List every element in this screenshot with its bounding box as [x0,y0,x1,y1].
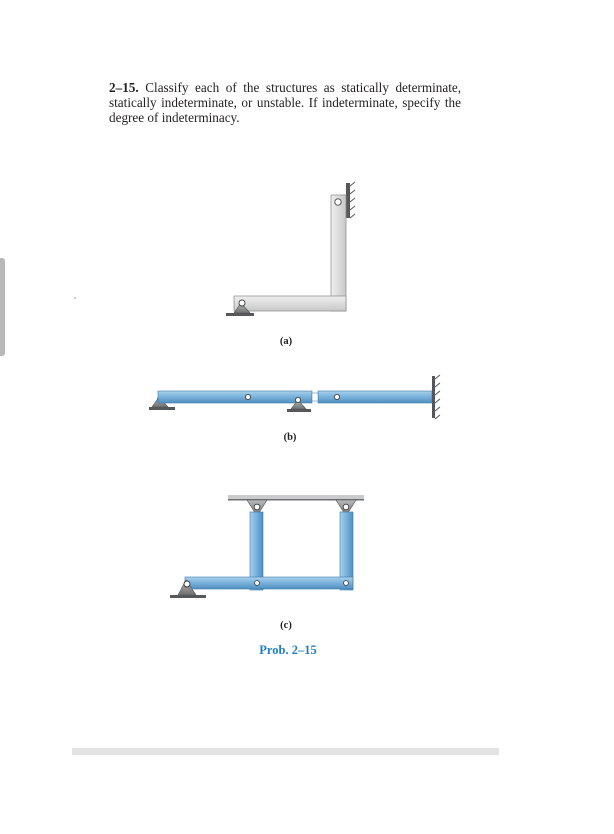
problem-body: Classify each of the structures as statically determinate, statically indeterminate, or unstable. If indeterminate, specify the degree of indeterminacy. [109,80,462,125]
structure-c [170,495,364,598]
problem-number: 2–15. [109,80,139,95]
wall-b [432,376,435,418]
caption-a: (a) [279,336,293,347]
caption-b: (b) [283,432,297,443]
member-a-vertical [331,195,346,311]
caption-c: (c) [280,620,292,631]
structure-b [149,375,440,419]
member-a-horizontal [234,296,346,311]
page-divider [72,748,499,755]
beam-c-bottom [185,577,353,589]
structure-a [226,182,355,316]
problem-label: Prob. 2–15 [259,643,317,657]
ceiling-c [228,495,364,499]
wall-a [346,183,350,218]
beam-b-left [158,391,312,403]
